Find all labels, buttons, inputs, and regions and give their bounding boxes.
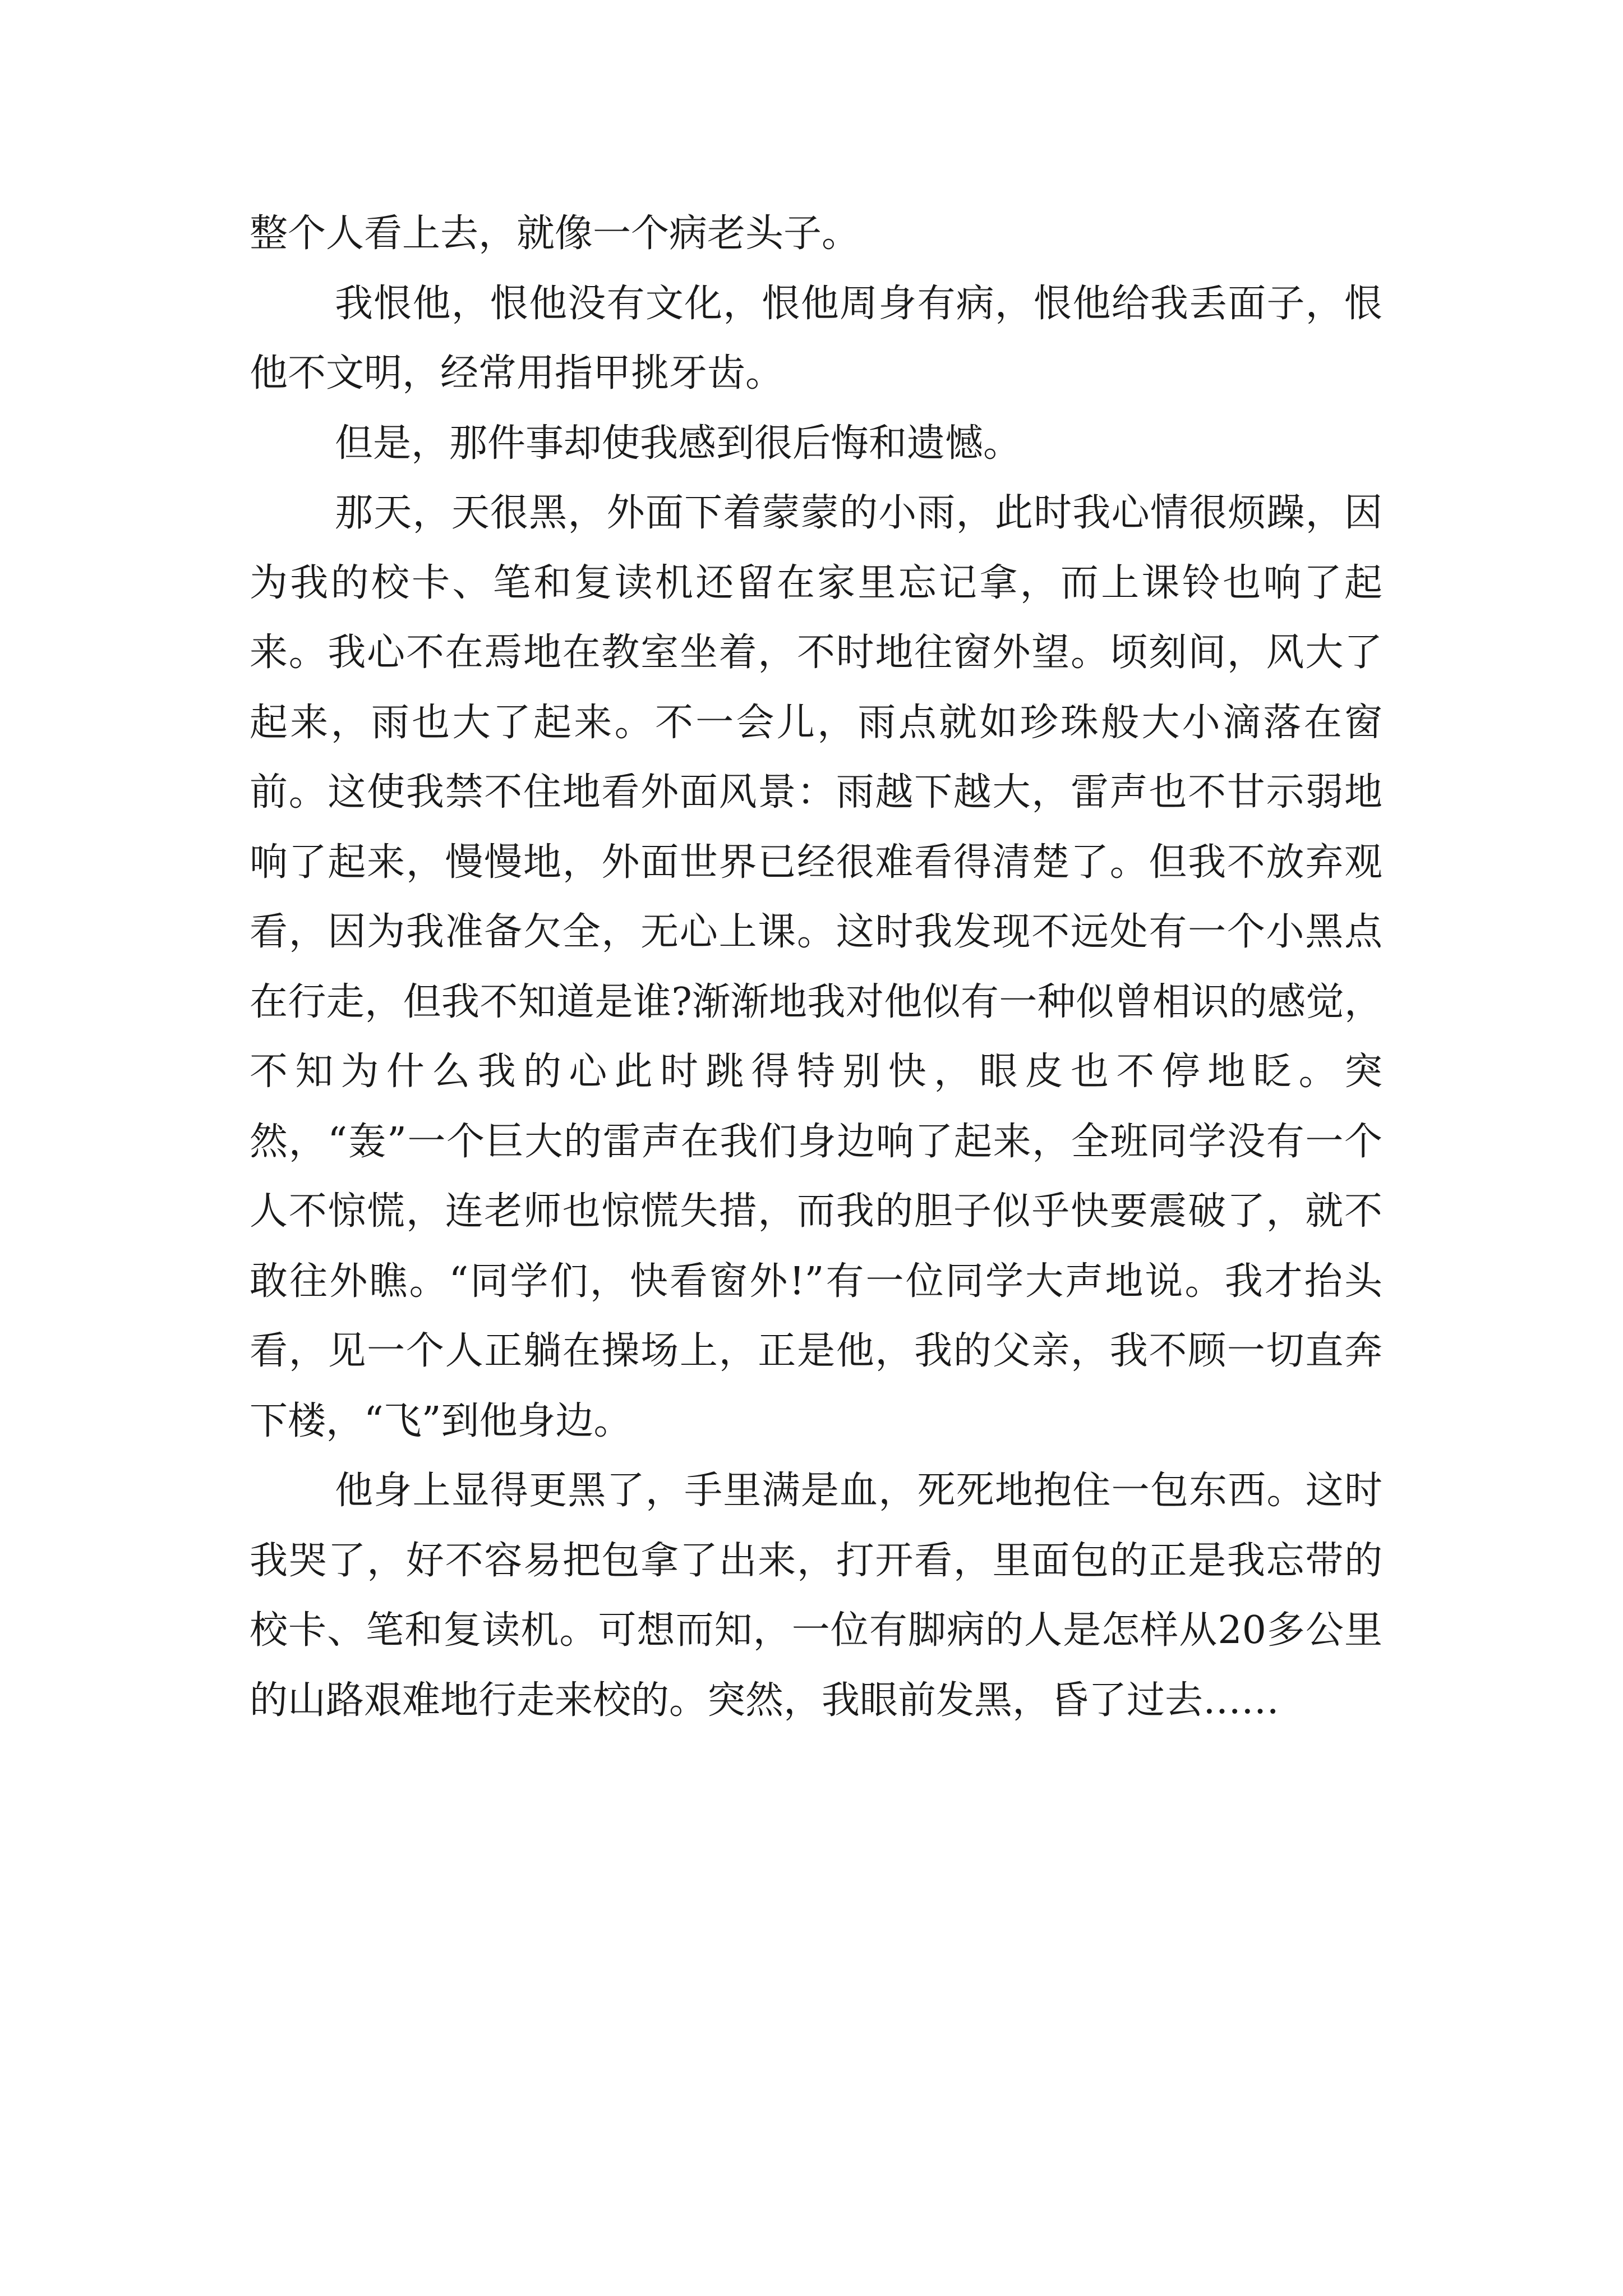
paragraph: 但是，那件事却使我感到很后悔和遗憾。 xyxy=(335,421,1022,466)
paragraph-continuation: 整个人看上去，就像一个病老头子。 xyxy=(250,211,860,256)
paragraph: 那天，天很黑，外面下着蒙蒙的小雨，此时我心情很烦躁，因为我的校卡、笔和复读机还留在家里忘记拿，而上课铃也响了起来。我心不在焉地在教室坐着，不时地往窗外望。顷刻间，风大了起来，雨也大了起来。不一会儿，雨点就如珍珠般大小滴落在窗前。这使我禁不住地看外面风景：雨越下越大，雷声也不甘示弱地响了起来，慢慢地，外面世界已经很难看得清楚了。但我不放弃观看，因为我准备欠全，无心上课。这时我发现不远处有一个小黑点在行走，但我不知道是谁?渐渐地我对他似有一种似曾相识的感觉，不知为什么我的心此时跳得特别快，眼皮也不停地眨。突然，“轰”一个巨大的雷声在我们身边响了起来，全班同学没有一个人不惊慌，连老师也惊慌失措，而我的胆子似乎快要震破了，就不敢往外瞧。“同学们，快看窗外!”有一位同学大声地说。我才抬头看，见一个人正躺在操场上，正是他，我的父亲，我不顾一切直奔下楼，“飞”到他身边。 xyxy=(250,491,1382,1443)
paragraph: 他身上显得更黑了，手里满是血，死死地抱住一包东西。这时我哭了，好不容易把包拿了出来，打开看，里面包的正是我忘带的校卡、笔和复读机。可想而知，一位有脚病的人是怎样从20多公里的山路艰难地行走来校的。突然，我眼前发黑，昏了过去…… xyxy=(250,1469,1382,1723)
essay-body xyxy=(250,199,1382,1736)
paragraph: 我恨他，恨他没有文化，恨他周身有病，恨他给我丢面子，恨他不文明，经常用指甲挑牙齿。 xyxy=(250,281,1382,395)
